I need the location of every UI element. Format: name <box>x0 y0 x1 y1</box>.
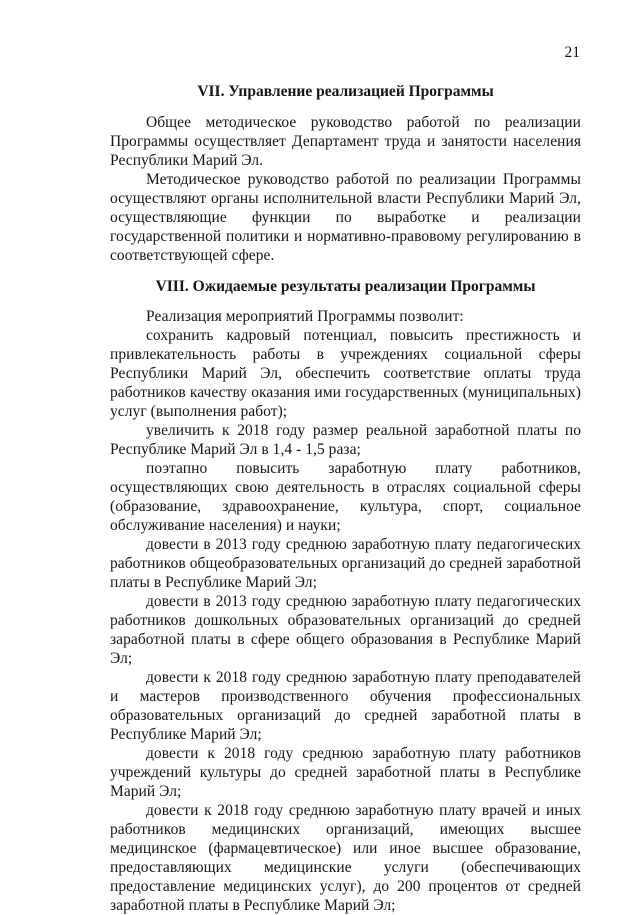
section-8-paragraph: сохранить кадровый потенциал, повысить престижность и привлекательность работы в учреждениях социальной сферы Республики Марий Эл, обеспечить соответствие оплаты труда работников качеству оказания ими государственных (муниципальных) услуг (выполнения работ); <box>110 327 581 420</box>
section-7-title: VII. Управление реализацией Программы <box>197 83 494 100</box>
section-8-paragraph: поэтапно повысить заработную плату работников, осуществляющих свою деятельность в отраслях социальной сферы (образование, здравоохранение, культура, спорт, социальное обслуживание населения) и науки; <box>110 460 581 534</box>
section-7-paragraph: Общее методическое руководство работой по реализации Программы осуществляет Департамент труда и занятости населения Республики Марий Эл. <box>110 114 581 169</box>
section-8-paragraph: довести в 2013 году среднюю заработную плату педагогических работников общеобразовательных организаций до средней заработной платы в Республике Марий Эл; <box>110 536 581 591</box>
section-8-title: VIII. Ожидаемые результаты реализации Программы <box>155 278 536 295</box>
page-content <box>110 82 581 915</box>
section-8-paragraph: довести к 2018 году среднюю заработную плату работников учреждений культуры до средней заработной платы в Республике Марий Эл; <box>110 745 581 800</box>
section-8-intro: Реализация мероприятий Программы позволит: <box>146 308 464 325</box>
page-number: 21 <box>564 44 580 61</box>
section-8-paragraph: довести к 2018 году среднюю заработную плату преподавателей и мастеров производственного обучения профессиональных образовательных организаций до средней заработной платы в Республике Марий Эл; <box>110 669 581 743</box>
section-8-paragraph: увеличить к 2018 году размер реальной заработной платы по Республике Марий Эл в 1,4 - 1,5 раза; <box>110 422 581 458</box>
section-8-paragraph: довести к 2018 году среднюю заработную плату врачей и иных работников медицинских организаций, имеющих высшее медицинское (фармацевтическое) или иное высшее образование, предоставляющих медицинские услуги (обеспечивающих предоставление медицинских услуг), до 200 процентов от средней заработной платы в Республике Марий Эл; <box>110 802 581 914</box>
section-7-paragraph: Методическое руководство работой по реализации Программы осуществляют органы исполнительной власти Республики Марий Эл, осуществляющие функции по выработке и реализации государственной политики и нормативно-правовому регулированию в соответствующей сфере. <box>110 171 581 264</box>
section-8-paragraph: довести в 2013 году среднюю заработную плату педагогических работников дошкольных образовательных организаций до средней заработной платы в сфере общего образования в Республике Марий Эл; <box>110 593 581 667</box>
